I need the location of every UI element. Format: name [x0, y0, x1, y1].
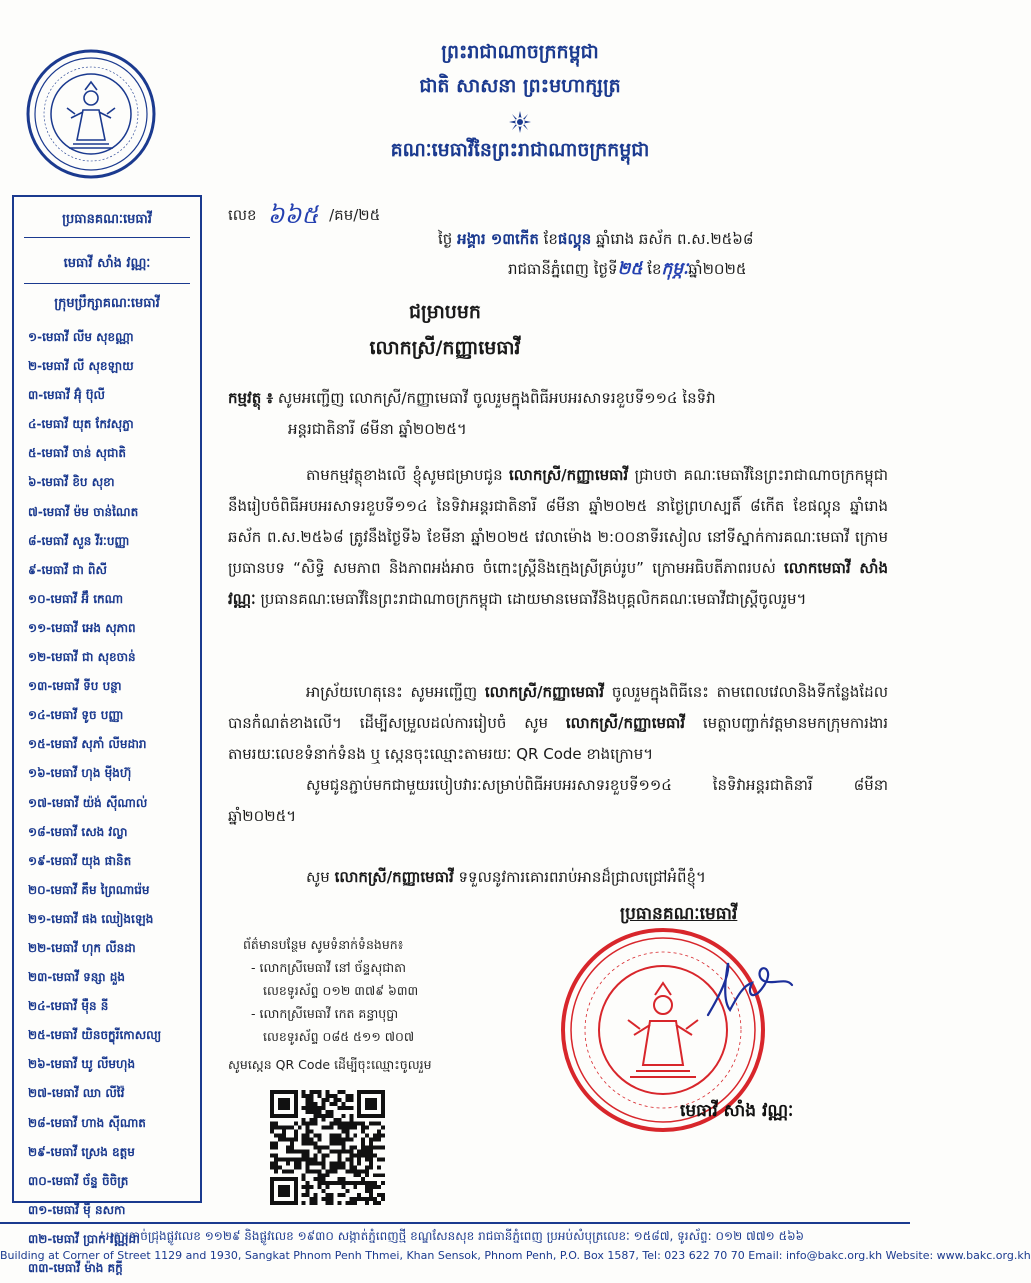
p1-president: លោកមេធាវី សាំង វណ្ណៈ — [228, 559, 888, 608]
p1-text-e: ប្រធានគណៈមេធាវីនៃព្រះរាជាណាចក្រកម្ពុជា ដោយមានមេធាវីនិងបុគ្គលិកគណៈមេធាវីជាស្ត្រីចូលរួម។ — [260, 590, 807, 608]
board-member-item: ២២-មេធាវី ហុក លីនដា — [28, 940, 136, 955]
lunar-date-prefix: ថ្ងៃ — [438, 230, 453, 248]
sidebar-president-title: ប្រធានគណៈមេធាវី — [62, 212, 152, 227]
p4-text-c: ទទួលនូវការគោរពរាប់អានដ៏ជ្រាលជ្រៅអំពីខ្ញុំ។ — [458, 868, 706, 886]
closing-paragraph — [228, 862, 888, 893]
reference-suffix: /គម/២៥ — [329, 206, 381, 224]
subject-label: កម្មវត្ថុ ៖ — [228, 389, 274, 407]
p2-text-a: អាស្រ័យហេតុនេះ សូមអញ្ជើញ — [306, 683, 478, 701]
board-member-item: ៣០-មេធាវី ច័ន្ទ ចិចិត្រ — [28, 1173, 129, 1188]
board-member-item: ៣-មេធាវី អ៊ុំ ប៊ុលី — [28, 388, 105, 403]
board-member-item: ៣៣-មេធាវី ម៉ាង គក្តី — [28, 1261, 123, 1275]
ornament-icon — [508, 110, 532, 134]
board-member-item: ២១-មេធាវី ផង ឈៀងឡេង — [28, 911, 154, 926]
sidebar-divider — [24, 283, 190, 284]
subject-block — [228, 383, 888, 445]
contact-person-1: - លោកស្រីមេធាវី នៅ ច័ន្ទសុជាតា — [251, 960, 407, 975]
board-sidebar — [12, 195, 202, 1275]
board-member-item: ២-មេធាវី លី សុខឡាយ — [28, 359, 134, 374]
solar-date — [508, 258, 747, 283]
signatory-title: ប្រធានគណៈមេធាវី — [620, 904, 738, 924]
board-member-item: ២៣-មេធាវី ទន្សា ដួង — [28, 970, 126, 985]
subject-text-1: សូមអញ្ជើញ លោកស្រី/កញ្ញាមេធាវី ចូលរួមក្នុងពិធីអបអរសាទរខួបទី១១៤ នៃទិវា — [277, 389, 716, 407]
board-member-item: ២៧-មេធាវី ឈា លីវ៉ៃ — [28, 1086, 125, 1101]
sidebar-divider — [24, 237, 190, 238]
contact-phone-2: លេខទូរស័ព្ទ ០៨៥ ៥១១ ៧០៧ — [263, 1029, 415, 1044]
solar-month-label: ខែ — [647, 260, 662, 278]
board-member-item: ១១-មេធាវី អេង សុភាព — [28, 620, 136, 635]
board-member-item: ៥-មេធាវី ចាន់ សុជាតិ — [28, 446, 127, 461]
board-member-item: ២៥-មេធាវី យិនចក្ខុរីកោសល្យ — [28, 1028, 162, 1043]
p3-text: សូមជូនភ្ជាប់មកជាមួយរបៀបវារៈសម្រាប់ពិធីអបអរសាទរខួបទី១១៤ នៃទិវាអន្តរជាតិនារី ៨មីនា ឆ្នាំ២០២៥។ — [228, 776, 888, 825]
board-member-item: ១០-មេធាវី អ៊ឹ កេណា — [28, 591, 124, 606]
p1-addressee: លោកស្រី/កញ្ញាមេធាវី — [509, 466, 629, 484]
board-member-item: ១៩-មេធាវី យុង ផានិត — [28, 853, 132, 868]
board-member-item: ៣២-មេធាវី ប្រាក់ វណ្ណដា — [28, 1231, 140, 1246]
contact-intro: ព័ត៌មានបន្ថែម សូមទំនាក់ទំនងមក៖ — [243, 937, 404, 952]
subject-text-2: អន្តរជាតិនារី ៨មីនា ឆ្នាំ២០២៥។ — [288, 420, 467, 438]
board-member-item: ១៨-មេធាវី សេង វល្លា — [28, 824, 128, 839]
greeting-line-2: លោកស្រី/កញ្ញាមេធាវី — [369, 337, 521, 359]
board-member-item: ៨-មេធាវី សួន វីរៈបញ្ញា — [28, 533, 130, 548]
board-member-item: ២៦-មេធាវី ឃូ លីមហុង — [28, 1057, 136, 1072]
p2-text-c: ចូលរួមក្នុងពិធីនេះ តាមពេលវេលានិងទីកន្លែងដែលបានកំណត់ខាងលើ។ ដើម្បីសម្រួលដល់ការរៀបចំ សូម — [228, 683, 888, 732]
board-member-item: ៣១-មេធាវី មុី នសកា — [28, 1202, 126, 1217]
lunar-date — [438, 230, 754, 252]
board-member-item: ១២-មេធាវី ជា សុខចាន់ — [28, 650, 136, 665]
board-member-item: ៧-មេធាវី ម៉ម ចាន់ណៃត — [28, 504, 139, 519]
p2-addressee: លោកស្រី/កញ្ញាមេធាវី — [484, 683, 605, 701]
board-member-item: ១៦-មេធាវី ហុង ម៉ីងហ៊ុ — [28, 766, 132, 781]
footer-address-khmer: អគារកាច់ជ្រុងផ្លូវលេខ ១១២៩ និងផ្លូវលេខ ១៩៣០ សង្កាត់ភ្នំពេញថ្មី ខណ្ឌសែនសុខ រាជធានីភ្នំពេញ ប្រអប់សំបុត្រលេខៈ ១៥៨៧, ទូរស័ព្ទ: ០១២ ៧៧១ ៥៦៦ — [105, 1229, 805, 1243]
body-paragraph-2 — [228, 677, 888, 770]
p2-addressee-2: លោកស្រី/កញ្ញាមេធាវី — [565, 714, 686, 732]
contact-person-2: - លោកស្រីមេធាវី កេត គន្ធាបុប្ផា — [251, 1006, 399, 1021]
solar-date-prefix: រាជធានីភ្នំពេញ ថ្ងៃទី — [508, 260, 618, 278]
greeting-line-1: ជម្រាបមក — [409, 301, 481, 323]
registration-qr-code[interactable] — [270, 1090, 385, 1205]
sidebar-president-name: មេធាវី សាំង វណ្ណៈ — [63, 256, 151, 271]
p1-text-c: ជ្រាបថា គណៈមេធាវីនៃព្រះរាជាណាចក្រកម្ពុជានឹងរៀបចំពិធីអបអរសាទរខួបទី១១៤ នៃទិវាអន្តរជាតិនារី ៨មីនា ឆ្នាំ២០២៥ នាថ្ងៃព្រហស្បតិ៍ ៨កើត ខែផល្គុន ឆ្នាំរោង ឆស័ក ព.ស.២៥៦៨ ត្រូវនឹងថ្ងៃទី៦ ខែមីនា ឆ្នាំ២០២៥ វេលាម៉ោង ២:០០នាទីរសៀល នៅទីស្នាក់ការគណៈមេធាវី ក្រោមប្រធានបទ “សិទ្ធិ សមភាព និងភាពអង់អាច ចំពោះស្ត្រីនិងក្មេងស្រីគ្រប់រូប” ក្រោមអធិបតីភាពរបស់ — [228, 466, 888, 577]
solar-year: ឆ្នាំ២០២៥ — [688, 260, 747, 278]
reference-number — [228, 200, 380, 235]
qr-instruction: សូមស្កេន QR Code ដើម្បីចុះឈ្មោះចូលរួម — [228, 1057, 432, 1072]
board-member-item: ២៤-មេធាវី ម៉ឺន នី — [28, 999, 109, 1014]
kingdom-heading: ព្រះរាជាណាចក្រកម្ពុជា — [441, 41, 599, 63]
p4-text-a: សូម — [306, 868, 330, 886]
handwritten-signature — [700, 955, 800, 1025]
body-paragraph-1 — [228, 460, 888, 615]
board-member-item: ៤-មេធាវី យុត កែវសុភ្ចា — [28, 417, 134, 432]
board-member-item: ៩-មេធាវី ជា ពិសី — [28, 562, 107, 577]
solar-month: កុម្ភៈ — [661, 259, 689, 279]
board-member-item: ១៤-មេធាវី ទូច បញ្ញា — [28, 708, 124, 723]
board-member-item: ១៥-មេធាវី សុភាំ លីមដារា — [28, 737, 147, 752]
reference-label: លេខ — [228, 206, 257, 224]
contact-phone-1: លេខទូរស័ព្ទ ០១២ ៣៧៩ ៦៣៣ — [263, 983, 419, 998]
lunar-month: ផល្គុន — [557, 230, 592, 248]
p2-text-e: មេត្តាបញ្ជាក់វត្តមានមកក្រុមការងារ តាមរយៈលេខទំនាក់ទំនង ឬ ស្កេនចុះឈ្មោះតាមរយៈ QR Code ខាងក្រោម។ — [228, 714, 888, 763]
board-member-item: ១-មេធាវី លីម សុខណ្ណា — [28, 330, 134, 344]
p1-text-a: តាមកម្មវត្ថុខាងលើ ខ្ញុំសូមជម្រាបជូន — [306, 466, 503, 484]
board-member-item: ២៩-មេធាវី ស្រេង ឧត្តម — [28, 1144, 135, 1159]
motto-heading: ជាតិ សាសនា ព្រះមហាក្សត្រ — [419, 75, 621, 97]
footer-address-english: Building at Corner of Street 1129 and 1930, Sangkat Phnom Penh Thmei, Khan Sensok, Phnom Penh, P.O. Box 1587, Tel: 023 622 70 70 Email: info@bakc.org.kh Website: www.bakc.org.kh — [0, 1249, 1031, 1262]
body-paragraph-3 — [228, 770, 888, 832]
board-member-item: ១៣-មេធាវី ទីប បន្ថា — [28, 679, 122, 694]
reference-handwritten-number: ៦៦៥ — [267, 201, 319, 229]
board-member-list — [14, 323, 200, 1283]
contact-info — [243, 933, 418, 1048]
lunar-month-label: ខែ — [543, 230, 558, 248]
board-member-item: ១៧-មេធាវី យ៉ង់ ស៊ីណាល់ — [28, 795, 148, 810]
footer-divider — [0, 1222, 910, 1224]
lunar-day: អង្គារ ១៣កើត — [457, 230, 539, 248]
bar-association-logo — [25, 48, 157, 180]
sidebar-board-title: ក្រុមប្រឹក្សាគណៈមេធាវី — [54, 296, 160, 311]
solar-day: ២៥ — [617, 259, 643, 279]
signatory-name: មេធាវី សាំង វណ្ណៈ — [680, 1101, 794, 1121]
council-heading: គណៈមេធាវីនៃព្រះរាជាណាចក្រកម្ពុជា — [390, 139, 650, 161]
board-member-item: ២៨-មេធាវី ហាង ស៊ីណាត — [28, 1115, 146, 1130]
board-member-item: ២០-មេធាវី គឹម ព្រៃណារ៉េម — [28, 882, 150, 897]
lunar-year: ឆ្នាំរោង ឆស័ក ព.ស.២៥៦៨ — [596, 230, 754, 248]
board-member-item: ៦-មេធាវី ខិប សុខា — [28, 475, 115, 490]
p4-addressee: លោកស្រី/កញ្ញាមេធាវី — [334, 868, 454, 886]
